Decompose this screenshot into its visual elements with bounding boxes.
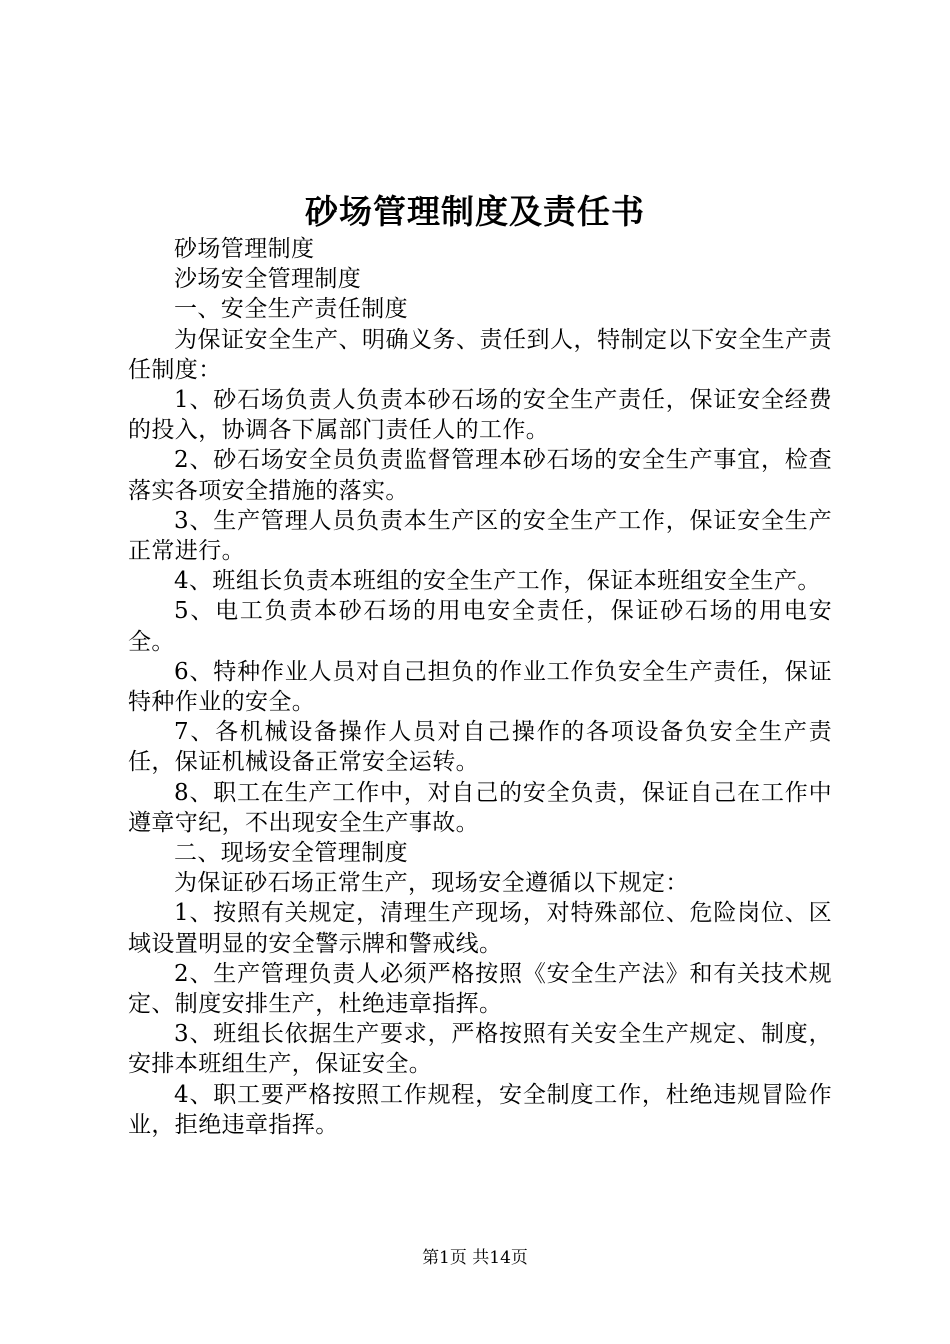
paragraph: 为保证安全生产、明确义务、责任到人，特制定以下安全生产责任制度：	[128, 326, 832, 383]
document-title: 砂场管理制度及责任书	[305, 192, 645, 231]
document-body	[128, 234, 832, 1140]
paragraph: 5、电工负责本砂石场的用电安全责任，保证砂石场的用电安全。	[128, 598, 832, 655]
paragraph: 7、各机械设备操作人员对自己操作的各项设备负安全生产责任，保证机械设备正常安全运转。	[128, 719, 832, 776]
paragraph-section-2-heading: 二、现场安全管理制度	[174, 840, 408, 867]
paragraph: 3、班组长依据生产要求，严格按照有关安全生产规定、制度，安排本班组生产，保证安全。	[128, 1021, 832, 1078]
paragraph: 4、职工要严格按照工作规程，安全制度工作，杜绝违规冒险作业，拒绝违章指挥。	[128, 1081, 832, 1138]
paragraph: 为保证砂石场正常生产，现场安全遵循以下规定：	[174, 870, 689, 897]
paragraph: 2、砂石场安全员负责监督管理本砂石场的安全生产事宜，检查落实各项安全措施的落实。	[128, 447, 832, 504]
paragraph: 8、职工在生产工作中，对自己的安全负责，保证自己在工作中遵章守纪，不出现安全生产事故。	[128, 779, 832, 836]
page-number-footer: 第1页 共14页	[422, 1248, 528, 1268]
paragraph-heading-sand-yard: 砂场管理制度	[174, 236, 315, 262]
paragraph-section-1-heading: 一、安全生产责任制度	[174, 296, 408, 323]
paragraph: 1、砂石场负责人负责本砂石场的安全生产责任，保证安全经费的投入，协调各下属部门责任人的工作。	[128, 387, 832, 444]
paragraph-heading-safety-system: 沙场安全管理制度	[174, 266, 362, 293]
paragraph: 4、班组长负责本班组的安全生产工作，保证本班组安全生产。	[174, 568, 821, 595]
paragraph: 6、特种作业人员对自己担负的作业工作负安全生产责任，保证特种作业的安全。	[128, 658, 832, 716]
paragraph: 3、生产管理人员负责本生产区的安全生产工作，保证安全生产正常进行。	[128, 507, 832, 565]
paragraph: 2、生产管理负责人必须严格按照《安全生产法》和有关技术规定、制度安排生产，杜绝违章指挥。	[128, 960, 832, 1018]
paragraph: 1、按照有关规定，清理生产现场，对特殊部位、危险岗位、区域设置明显的安全警示牌和警戒线。	[128, 900, 832, 957]
